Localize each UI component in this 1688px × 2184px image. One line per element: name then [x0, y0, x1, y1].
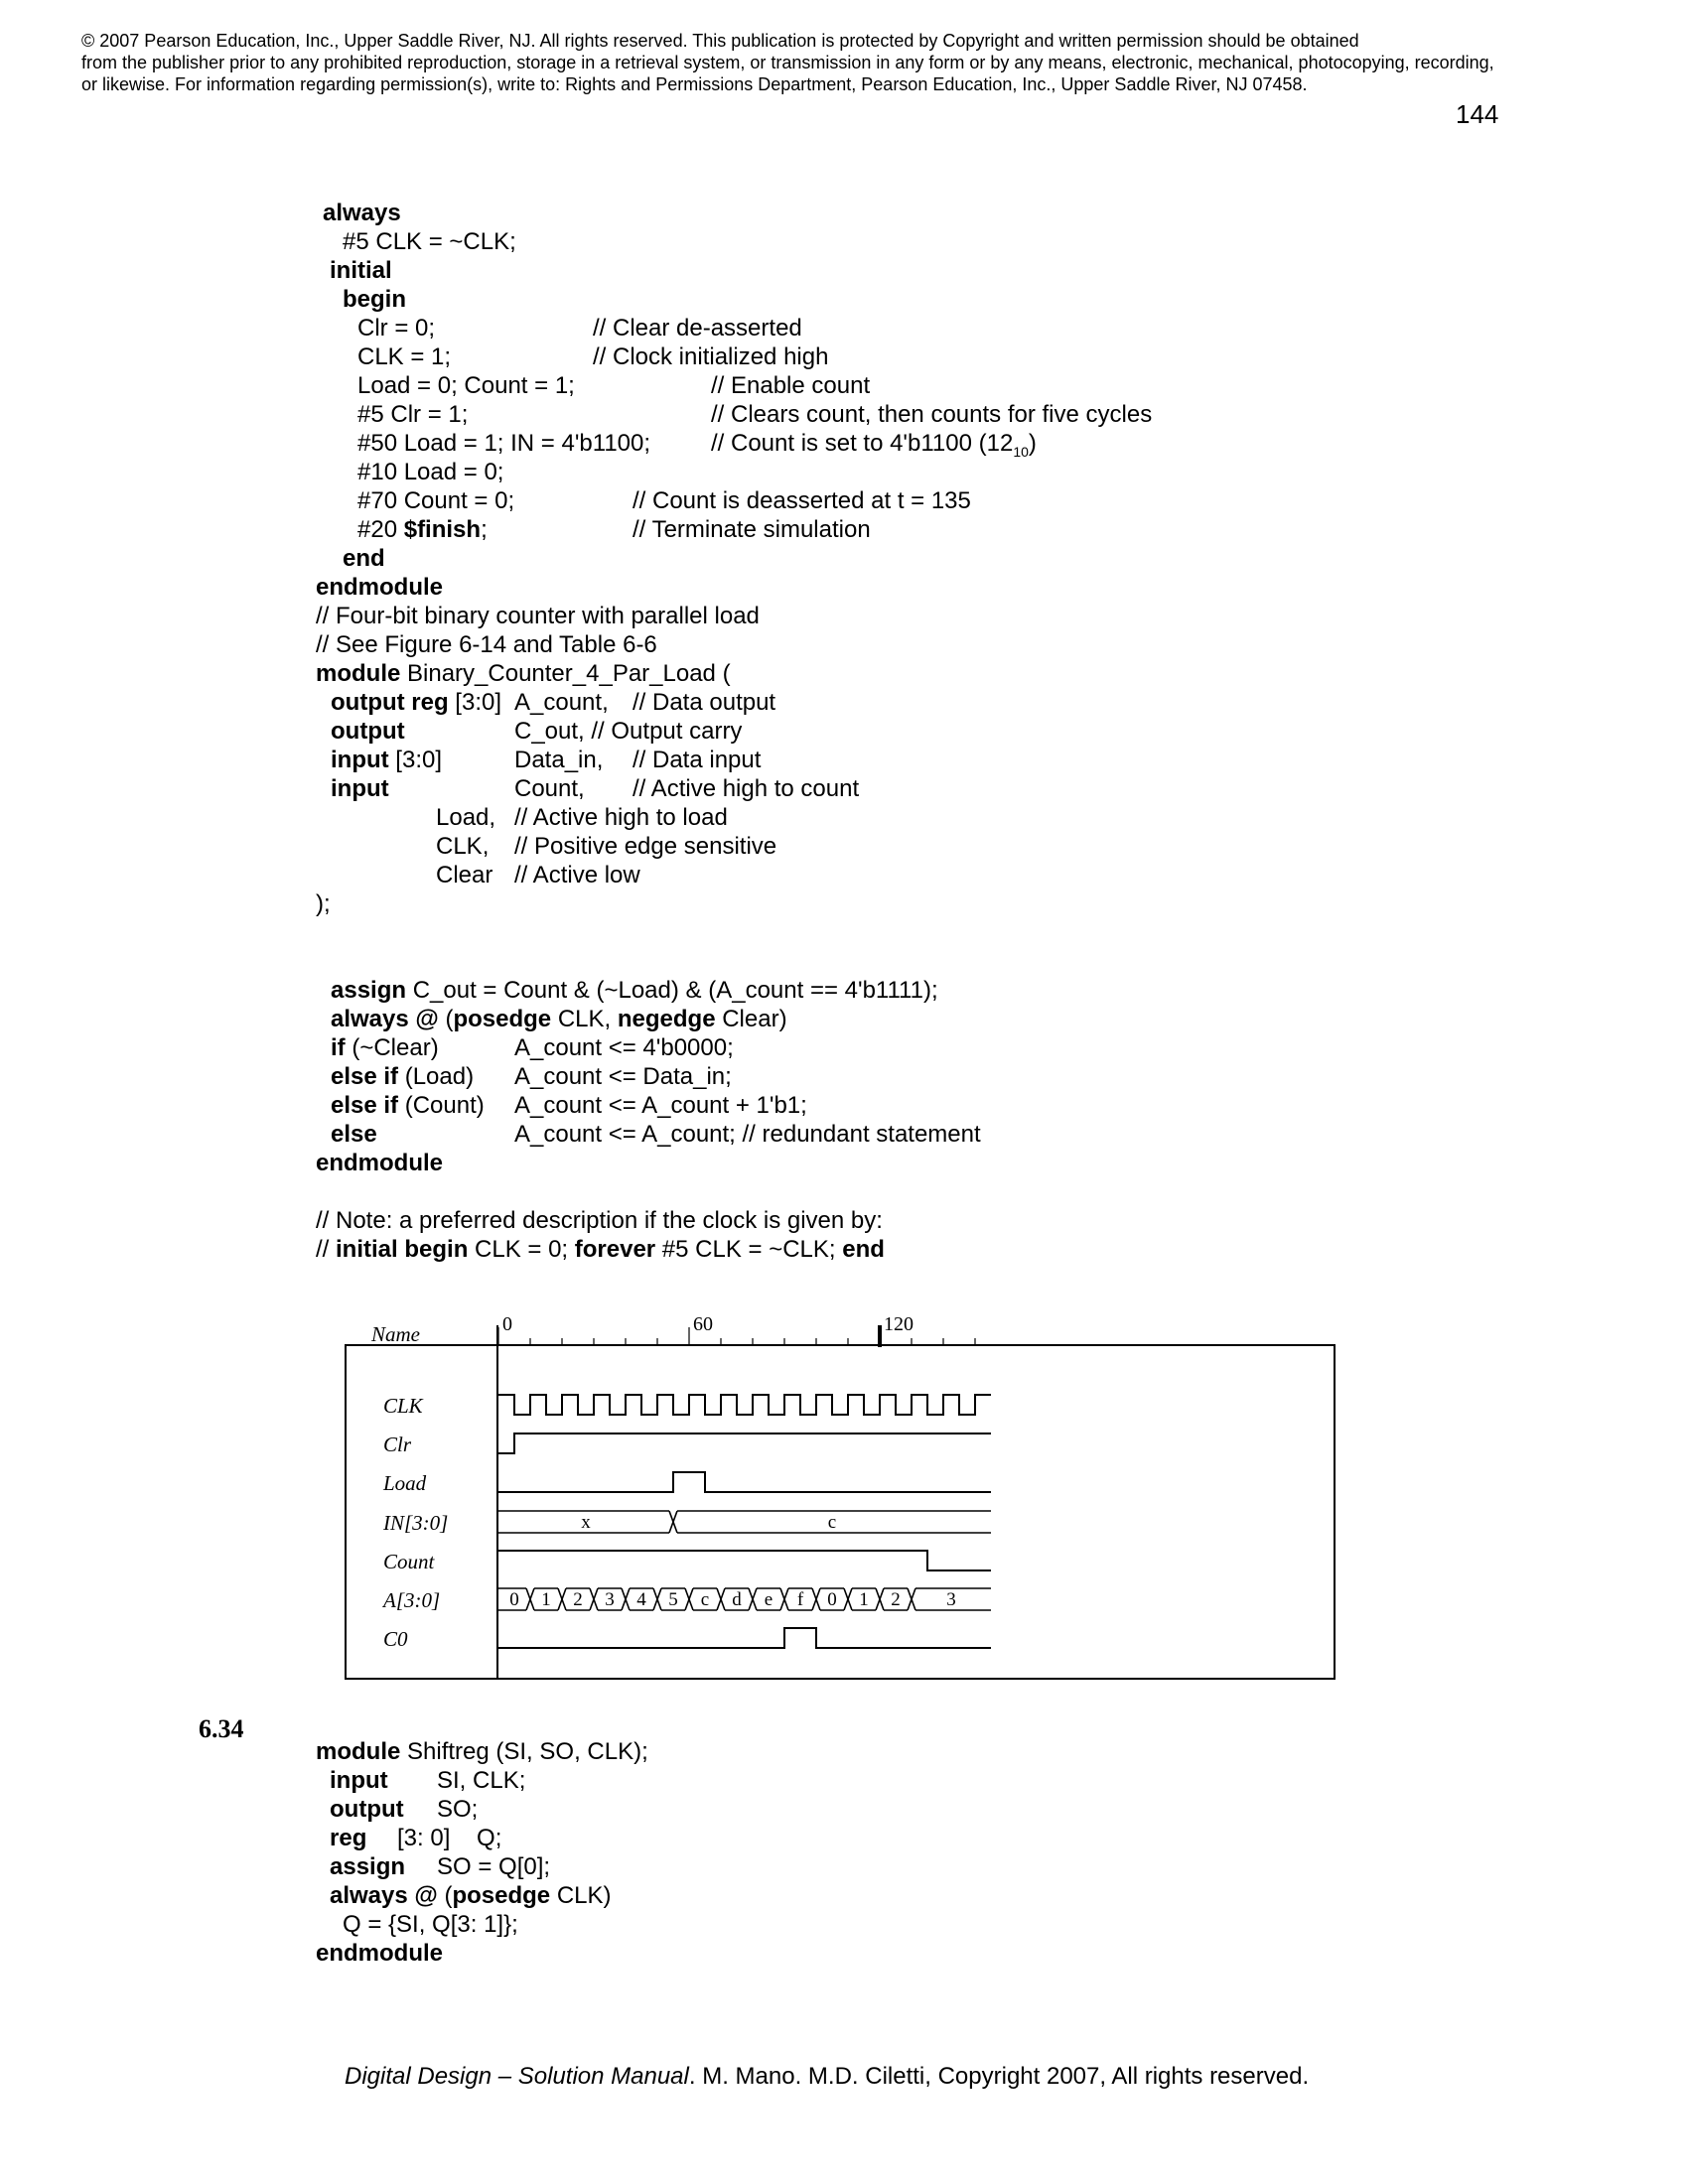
time-tick-label: 0	[502, 1313, 512, 1335]
a-value: 4	[636, 1589, 646, 1610]
signal-label: C0	[383, 1627, 408, 1651]
signal-label: Clr	[383, 1433, 412, 1456]
port-comment: // Data input	[633, 747, 762, 773]
copyright-notice	[81, 30, 1630, 95]
a-value: 2	[891, 1589, 901, 1610]
code-line: );	[316, 890, 331, 917]
code-line: SO = Q[0];	[437, 1853, 551, 1880]
code-stmt: A_count <= A_count + 1'b1;	[514, 1092, 807, 1119]
code-line: [3: 0] Q;	[397, 1825, 502, 1851]
code-stmt: #5 Clr = 1;	[357, 401, 469, 428]
count-waveform	[498, 1551, 991, 1570]
code-cond: if (~Clear)	[331, 1034, 439, 1061]
a-value: 1	[541, 1589, 551, 1610]
port-comment: // Positive edge sensitive	[514, 833, 777, 860]
code-stmt: #50 Load = 1; IN = 4'b1100;	[357, 430, 651, 457]
code-line: endmodule	[316, 574, 444, 601]
port-decl: output	[331, 718, 405, 745]
code-comment: // Note: a preferred description if the clock is given by:	[316, 1207, 883, 1234]
port-name: Data_in,	[514, 747, 604, 773]
page-number: 144	[1456, 99, 1499, 129]
code-comment: // Terminate simulation	[633, 516, 871, 543]
copyright-line: or likewise. For information regarding permission(s), write to: Rights and Permissions Department, Pearson Education, Inc., Upper Saddle River, NJ 07458.	[81, 74, 1308, 94]
a-value: 2	[573, 1589, 583, 1610]
code-line: reg	[330, 1825, 367, 1851]
code-comment: // Clock initialized high	[593, 343, 829, 370]
diagram-frame	[346, 1345, 1335, 1679]
code-line: assign	[330, 1853, 406, 1880]
code-comment: // Count is set to 4'b1100 $(12_{10})$	[711, 430, 1037, 460]
code-stmt: #20 $finish;	[357, 516, 488, 543]
signal-label: Count	[383, 1550, 435, 1573]
code-line: endmodule	[316, 1150, 444, 1176]
signal-label: IN[3:0]	[383, 1511, 449, 1535]
port-comment: // Active low	[514, 862, 640, 888]
code-cond: else	[331, 1121, 377, 1148]
a-value: 5	[668, 1589, 678, 1610]
in-value: c	[827, 1512, 837, 1533]
a-value: 3	[946, 1589, 956, 1610]
code-stmt: A_count <= A_count; // redundant statement	[514, 1121, 981, 1148]
code-line: #5 CLK = ~CLK;	[343, 228, 516, 255]
a-value: 0	[509, 1589, 519, 1610]
code-stmt: #70 Count = 0;	[357, 487, 515, 514]
a-value: c	[700, 1589, 710, 1610]
copyright-line: © 2007 Pearson Education, Inc., Upper Saddle River, NJ. All rights reserved. This publication is protected by Copyright and written permission should be obtained	[81, 31, 1359, 51]
code-stmt: Load = 0; Count = 1;	[357, 372, 575, 399]
port-comment: // Active high to load	[514, 804, 728, 831]
a-value: f	[796, 1589, 804, 1610]
code-line: endmodule	[316, 1940, 444, 1967]
code-stmt: Clr = 0;	[357, 315, 436, 341]
name-header: Name	[371, 1322, 420, 1346]
section-number: 6.34	[199, 1714, 244, 1743]
port-name: Clear	[436, 862, 493, 888]
timing-diagram	[338, 1305, 1350, 1683]
port-decl: input	[331, 775, 389, 802]
code-stmt: A_count <= Data_in;	[514, 1063, 732, 1090]
port-name: A_count,	[514, 689, 609, 716]
code-line: begin	[343, 286, 406, 313]
code-cond: else if (Count)	[331, 1092, 485, 1119]
signal-label: Load	[383, 1471, 427, 1495]
copyright-line: from the publisher prior to any prohibited reproduction, storage in a retrieval system, or transmission in any form or by any means, electronic, mechanical, photocopying, recording,	[81, 53, 1494, 72]
time-tick-label: 60	[693, 1313, 713, 1335]
a-value: 0	[827, 1589, 837, 1610]
page-footer: Digital Design – Solution Manual. M. Mano. M.D. Ciletti, Copyright 2007, All rights reserved.	[345, 2063, 1310, 2090]
clr-waveform	[498, 1433, 991, 1453]
code-line: end	[343, 545, 385, 572]
time-tick-label: 120	[884, 1313, 914, 1335]
code-line: output	[330, 1796, 404, 1823]
code-line: always @ (posedge CLK, negedge Clear)	[331, 1006, 787, 1032]
load-waveform	[498, 1472, 991, 1492]
code-line: module Shiftreg (SI, SO, CLK);	[316, 1738, 648, 1765]
code-line: always	[323, 200, 401, 226]
code-line: module Binary_Counter_4_Par_Load (	[316, 660, 731, 687]
code-comment: // Four-bit binary counter with parallel load	[316, 603, 760, 629]
code-comment: // Clear de-asserted	[593, 315, 802, 341]
signal-label: CLK	[383, 1394, 423, 1418]
in-value: x	[581, 1512, 591, 1533]
code-line: Q = {SI, Q[3: 1]};	[343, 1911, 518, 1938]
code-line: input	[330, 1767, 388, 1794]
port-name: CLK,	[436, 833, 490, 860]
code-cond: else if (Load)	[331, 1063, 475, 1090]
code-line: initial	[330, 257, 392, 284]
port-name: Load,	[436, 804, 496, 831]
code-comment: // Enable count	[711, 372, 871, 399]
code-comment: // initial begin CLK = 0; forever #5 CLK = ~CLK; end	[316, 1236, 885, 1263]
port-name: Count,	[514, 775, 585, 802]
code-line: SI, CLK;	[437, 1767, 526, 1794]
code-stmt: A_count <= 4'b0000;	[514, 1034, 734, 1061]
port-decl: input [3:0]	[331, 747, 443, 773]
clk-waveform	[498, 1395, 991, 1415]
a-value: 1	[859, 1589, 869, 1610]
code-stmt: #10 Load = 0;	[357, 459, 504, 485]
a-value: d	[732, 1589, 742, 1610]
a-value: e	[764, 1589, 774, 1610]
port-comment: // Data output	[633, 689, 776, 716]
port-comment: // Active high to count	[633, 775, 860, 802]
signal-label: A[3:0]	[383, 1588, 441, 1612]
code-line: assign C_out = Count & (~Load) & (A_count == 4'b1111);	[331, 977, 938, 1004]
code-comment: // Clears count, then counts for five cycles	[711, 401, 1153, 428]
code-comment: // See Figure 6-14 and Table 6-6	[316, 631, 657, 658]
code-line: SO;	[437, 1796, 479, 1823]
code-line: always @ (posedge CLK)	[330, 1882, 612, 1909]
code-comment: // Count is deasserted at t = 135	[633, 487, 971, 514]
port-decl: output reg [3:0]	[331, 689, 502, 716]
a-value: 3	[605, 1589, 615, 1610]
code-stmt: CLK = 1;	[357, 343, 452, 370]
port-name: C_out, // Output carry	[514, 718, 743, 745]
c0-waveform	[498, 1628, 991, 1648]
